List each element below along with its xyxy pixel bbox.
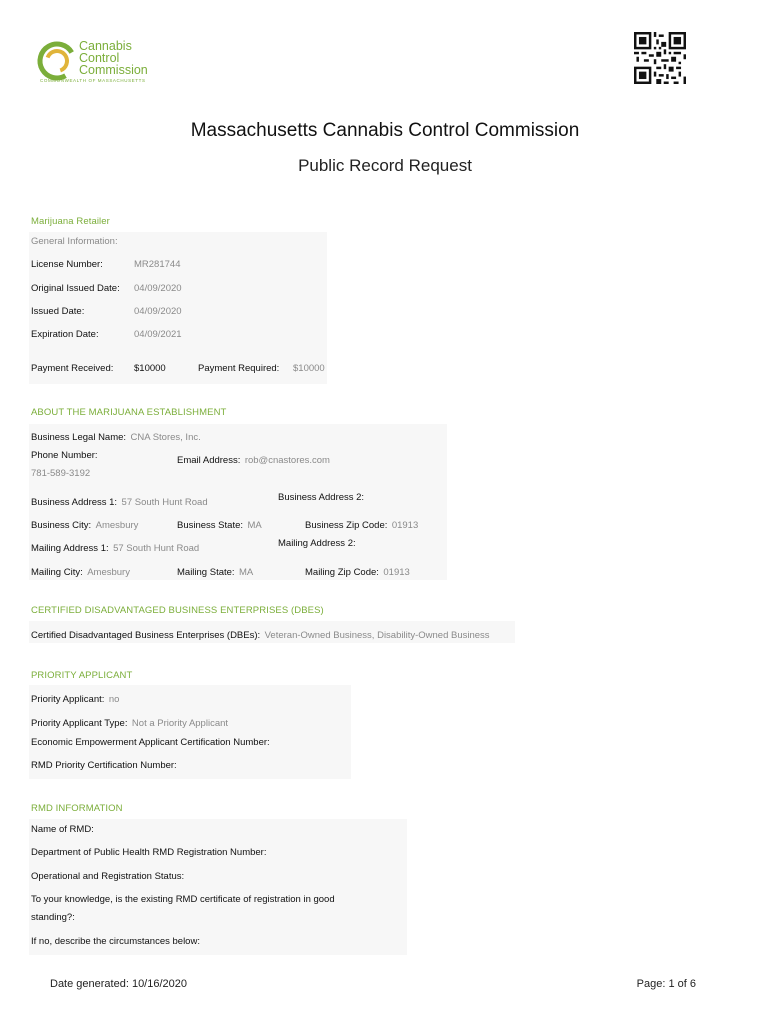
mailing-state-value: MA <box>239 567 254 578</box>
operational-status-label: Operational and Registration Status: <box>31 871 185 882</box>
business-zip-value: 01913 <box>391 520 419 531</box>
license-category: Marijuana Retailer <box>31 216 110 227</box>
original-issued-date-label: Original Issued Date: <box>31 283 120 294</box>
dbe-heading: CERTIFIED DISADVANTAGED BUSINESS ENTERPRISES (DBES) <box>31 605 324 616</box>
mailing-address-1-value: 57 South Hunt Road <box>113 543 200 554</box>
business-zip-row <box>305 515 418 533</box>
establishment-heading: ABOUT THE MARIJUANA ESTABLISHMENT <box>31 407 227 418</box>
mailing-zip-row <box>305 562 410 580</box>
rmd-name-label: Name of RMD: <box>31 824 94 835</box>
email-row <box>177 450 330 468</box>
mailing-address-2-label: Mailing Address 2: <box>278 538 356 549</box>
payment-received-value: $10000 <box>134 363 166 374</box>
business-zip-label: Business Zip Code: <box>305 520 388 531</box>
dbe-value: Veteran-Owned Business, Disability-Owned Business <box>264 630 490 641</box>
priority-type-row <box>31 713 228 731</box>
rmd-priority-cert-label: RMD Priority Certification Number: <box>31 760 177 771</box>
logo-tagline: COMMONWEALTH OF MASSACHUSETTS <box>40 78 146 83</box>
business-state-value: MA <box>247 520 262 531</box>
mailing-state-row <box>177 562 253 580</box>
mailing-city-row <box>31 562 130 580</box>
issued-date-label: Issued Date: <box>31 306 85 317</box>
business-address-1-row <box>31 492 208 510</box>
logo-line-1: Cannabis <box>79 39 132 53</box>
license-number-value: MR281744 <box>134 259 181 270</box>
dph-registration-label: Department of Public Health RMD Registration Number: <box>31 847 267 858</box>
date-generated: Date generated: 10/16/2020 <box>50 978 188 990</box>
dbe-label: Certified Disadvantaged Business Enterprises (DBEs): <box>31 630 261 641</box>
issued-date-value: 04/09/2020 <box>134 306 182 317</box>
page-subtitle: Public Record Request <box>298 156 472 175</box>
email-value: rob@cnastores.com <box>244 455 330 466</box>
describe-circumstances-label: If no, describe the circumstances below: <box>31 936 200 947</box>
economic-empowerment-label: Economic Empowerment Applicant Certification Number: <box>31 737 270 748</box>
business-address-2-label: Business Address 2: <box>278 492 365 503</box>
logo-line-3: Commission <box>79 63 148 77</box>
mailing-city-value: Amesbury <box>87 567 130 578</box>
page-number: Page: 1 of 6 <box>636 978 696 990</box>
business-state-label: Business State: <box>177 520 244 531</box>
payment-received-label: Payment Received: <box>31 363 114 374</box>
business-address-1-label: Business Address 1: <box>31 497 118 508</box>
mailing-city-label: Mailing City: <box>31 567 83 578</box>
legal-name-row <box>31 427 201 445</box>
original-issued-date-value: 04/09/2020 <box>134 283 182 294</box>
priority-type-value: Not a Priority Applicant <box>131 718 229 729</box>
mailing-state-label: Mailing State: <box>177 567 235 578</box>
mailing-zip-label: Mailing Zip Code: <box>305 567 379 578</box>
business-state-row <box>177 515 262 533</box>
good-standing-label-line-1: To your knowledge, is the existing RMD certificate of registration in good <box>31 894 335 905</box>
mailing-zip-value: 01913 <box>383 567 410 578</box>
legal-name-value: CNA Stores, Inc. <box>130 432 201 443</box>
priority-type-label: Priority Applicant Type: <box>31 718 128 729</box>
payment-required-label: Payment Required: <box>198 363 280 374</box>
priority-applicant-label: Priority Applicant: <box>31 694 105 705</box>
page-title: Massachusetts Cannabis Control Commission <box>190 120 580 141</box>
legal-name-label: Business Legal Name: <box>31 432 127 443</box>
priority-heading: PRIORITY APPLICANT <box>31 670 133 681</box>
phone-label: Phone Number: <box>31 450 98 461</box>
phone-value: 781-589-3192 <box>31 468 91 479</box>
qr-code-icon <box>634 32 686 84</box>
general-info-heading: General Information: <box>31 236 118 247</box>
business-address-1-value: 57 South Hunt Road <box>121 497 208 508</box>
rmd-heading: RMD INFORMATION <box>31 803 123 814</box>
dbe-row <box>31 625 490 643</box>
mailing-address-1-row <box>31 538 199 556</box>
priority-applicant-row <box>31 689 119 707</box>
business-city-row <box>31 515 138 533</box>
priority-applicant-value: no <box>108 694 120 705</box>
business-city-value: Amesbury <box>95 520 139 531</box>
expiration-date-label: Expiration Date: <box>31 329 99 340</box>
mailing-address-1-label: Mailing Address 1: <box>31 543 109 554</box>
expiration-date-value: 04/09/2021 <box>134 329 182 340</box>
good-standing-label-line-2: standing?: <box>31 912 75 923</box>
email-label: Email Address: <box>177 455 241 466</box>
business-city-label: Business City: <box>31 520 92 531</box>
license-number-label: License Number: <box>31 259 103 270</box>
rmd-panel <box>29 819 407 955</box>
logo <box>36 38 166 88</box>
payment-required-value: $10000 <box>293 363 325 374</box>
logo-line-2: Control <box>79 51 120 65</box>
